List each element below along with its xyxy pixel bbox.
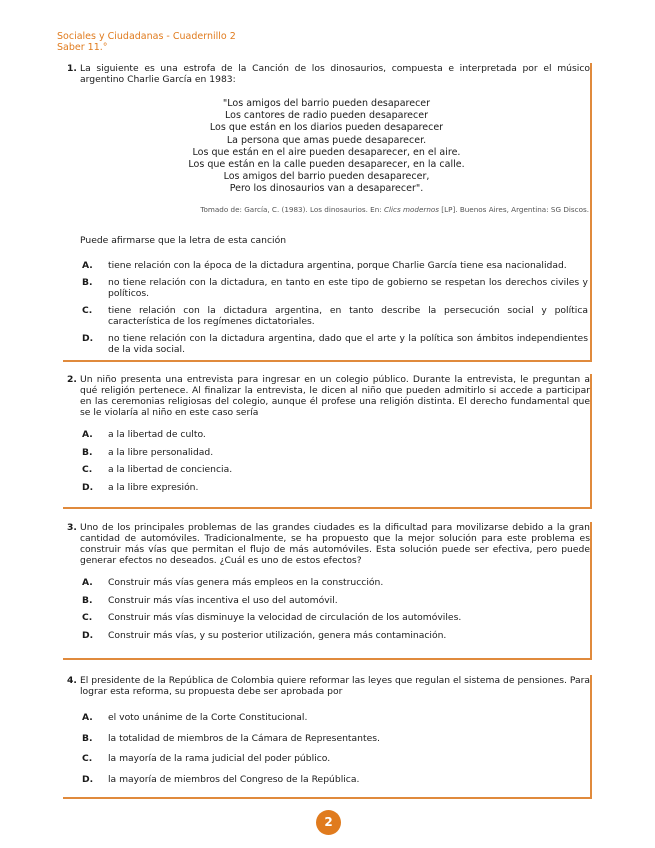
question-1-options <box>63 261 590 356</box>
question-1-prompt: Puede afirmarse que la letra de esta canción <box>80 234 287 246</box>
header-subject: Sociales y Ciudadanas - Cuadernillo 2 <box>57 31 236 42</box>
option-letter: B. <box>82 732 93 744</box>
option-b[interactable] <box>63 596 590 607</box>
option-text: a la libertad de conciencia. <box>108 464 233 475</box>
option-text: Construir más vías genera más empleos en la construcción. <box>108 577 384 588</box>
option-letter: D. <box>82 773 94 785</box>
option-text: a la libre personalidad. <box>108 446 214 458</box>
option-text: no tiene relación con la dictadura argentina, dado que el arte y la política son ámbitos independientes de la vida social. <box>108 333 588 355</box>
option-text: Construir más vías disminuye la velocidad de circulación de los automóviles. <box>108 612 462 623</box>
question-4-number: 4. <box>67 675 77 686</box>
poem-line: La persona que amas puede desaparecer. <box>226 134 427 146</box>
option-b[interactable] <box>63 448 590 459</box>
poem-line: Los que están en la calle pueden desaparecer, en la calle. <box>188 159 465 171</box>
option-text: Construir más vías, y su posterior utilización, genera más contaminación. <box>108 629 447 641</box>
option-d[interactable] <box>63 483 590 494</box>
citation-prefix: Tomado de: García, C. (1983). Los dinosaurios. En: <box>200 204 384 214</box>
question-2-text: Un niño presenta una entrevista para ingresar en un colegio público. Durante la entrevista, le preguntan a qué religión pertenece. Al finalizar la entrevista, le dicen al niño que pueden admitirlo si accede a participar en las ceremonias religiosas del colegio, aunque él profese una religión distinta. El derecho fundamental que se le violaría al niño en este caso sería <box>80 374 590 418</box>
option-text: la totalidad de miembros de la Cámara de Representantes. <box>108 732 380 744</box>
header-exam: Saber 11.° <box>57 42 108 53</box>
option-text: tiene relación con la dictadura argentina, en tanto describe la persecución social y política característica de los regímenes dictatoriales. <box>108 305 588 327</box>
option-a[interactable] <box>63 430 590 441</box>
option-letter: C. <box>82 753 93 764</box>
option-text: a la libertad de culto. <box>108 429 206 440</box>
option-letter: A. <box>82 712 93 723</box>
option-letter: C. <box>82 305 93 317</box>
option-d[interactable] <box>63 775 590 786</box>
question-3-options <box>63 578 590 641</box>
option-letter: B. <box>82 277 93 289</box>
option-letter: D. <box>82 629 94 641</box>
option-text: la mayoría de la rama judicial del poder público. <box>108 753 331 764</box>
question-2-number: 2. <box>67 374 77 385</box>
option-letter: B. <box>82 594 93 606</box>
question-1-text: La siguiente es una estrofa de la Canción de los dinosaurios, compuesta e interpretada por el músico argentino Charlie García en 1983: <box>80 63 590 85</box>
option-d[interactable] <box>63 631 590 642</box>
question-1 <box>63 63 592 362</box>
question-1-stem <box>63 63 590 85</box>
option-letter: D. <box>82 333 94 345</box>
option-letter: A. <box>82 429 93 440</box>
option-a[interactable] <box>63 261 590 272</box>
song-excerpt <box>63 98 590 196</box>
poem-line: Los que están en el aire pueden desaparecer, en el aire. <box>192 146 461 158</box>
option-a[interactable] <box>63 713 590 724</box>
question-2-options <box>63 430 590 493</box>
question-3 <box>63 522 592 660</box>
page-header <box>57 31 236 53</box>
option-b[interactable] <box>63 734 590 745</box>
option-c[interactable] <box>63 754 590 765</box>
option-letter: C. <box>82 464 93 475</box>
option-text: tiene relación con la época de la dictadura argentina, porque Charlie García tiene esa nacionalidad. <box>108 259 567 271</box>
question-2-stem <box>63 374 590 418</box>
question-4-stem <box>63 675 590 697</box>
poem-line: Los amigos del barrio pueden desaparecer, <box>223 171 430 183</box>
question-3-number: 3. <box>67 522 77 533</box>
source-citation <box>63 205 590 214</box>
option-c[interactable] <box>63 613 590 624</box>
option-letter: D. <box>82 481 94 493</box>
question-1-number: 1. <box>67 63 77 74</box>
option-text: a la libre expresión. <box>108 481 199 493</box>
question-3-text: Uno de los principales problemas de las grandes ciudades es la dificultad para movilizarse debido a la gran cantidad de automóviles. Tradicionalmente, se ha propuesto que la mejor solución para este problema es construir más vías que permitan el flujo de más automóviles. Esta solución puede ser efectiva, pero puede generar efectos no deseados. ¿Cuál es uno de estos efectos? <box>80 522 590 566</box>
poem-line: "Los amigos del barrio pueden desaparecer <box>222 98 431 109</box>
option-c[interactable] <box>63 306 590 327</box>
question-4-text: El presidente de la República de Colombia quiere reformar las leyes que regulan el sistema de pensiones. Para lograr esta reforma, su propuesta debe ser aprobada por <box>80 675 590 697</box>
question-4-options <box>63 713 590 785</box>
question-4 <box>63 675 592 799</box>
option-text: Construir más vías incentiva el uso del automóvil. <box>108 594 338 606</box>
option-letter: C. <box>82 612 93 623</box>
poem-line: Pero los dinosaurios van a desaparecer". <box>229 183 424 195</box>
poem-line: Los que están en los diarios pueden desaparecer <box>209 122 444 134</box>
citation-album-title: Clics modernos <box>383 204 440 214</box>
option-b[interactable] <box>63 278 590 299</box>
option-text: no tiene relación con la dictadura, en tanto en este tipo de gobierno se respetan los derechos civiles y políticos. <box>108 277 588 299</box>
option-letter: A. <box>82 577 93 588</box>
option-a[interactable] <box>63 578 590 589</box>
page-number-badge: 2 <box>316 810 341 835</box>
option-text: la mayoría de miembros del Congreso de la República. <box>108 773 360 785</box>
poem-line: Los cantores de radio pueden desaparecer <box>225 110 428 122</box>
option-letter: A. <box>82 259 93 271</box>
option-d[interactable] <box>63 334 590 355</box>
option-c[interactable] <box>63 465 590 476</box>
option-letter: B. <box>82 446 93 458</box>
citation-suffix: [LP]. Buenos Aires, Argentina: SG Discos. <box>439 204 589 214</box>
option-text: el voto unánime de la Corte Constitucional. <box>108 712 308 723</box>
question-2 <box>63 374 592 509</box>
question-3-stem <box>63 522 590 566</box>
